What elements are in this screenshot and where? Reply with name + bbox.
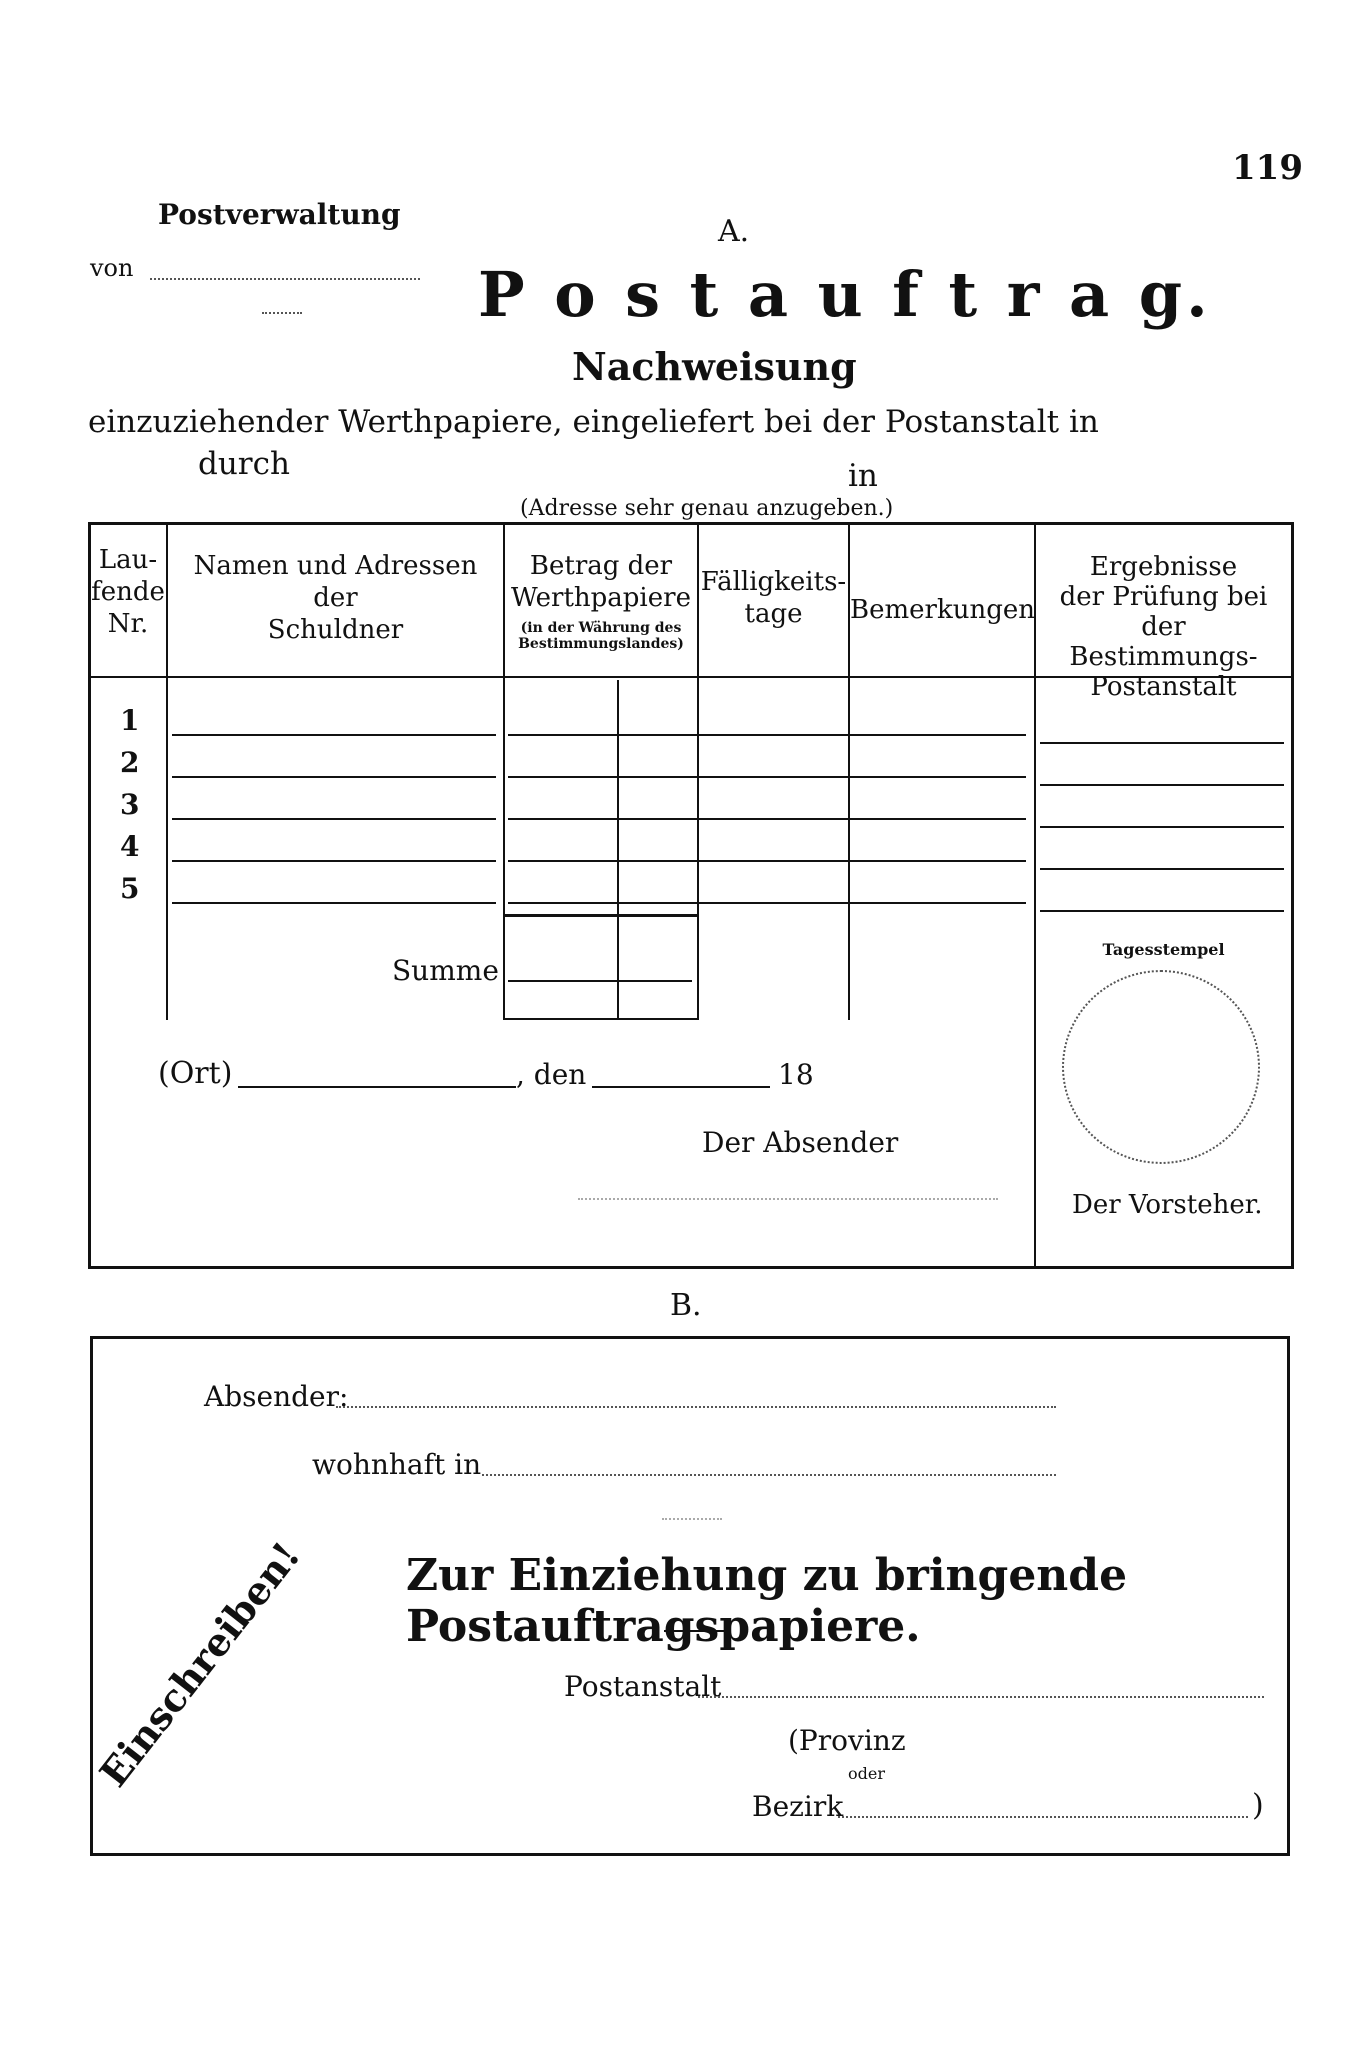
section-a-label: A.	[718, 214, 750, 249]
betrag-subdivider	[617, 680, 619, 1020]
row-number-3: 3	[120, 788, 140, 821]
absender-blank	[336, 1406, 1056, 1408]
title-rule	[664, 1630, 730, 1632]
sum-label: Summe	[392, 954, 499, 987]
row-rule	[172, 860, 496, 862]
table-bottom-border	[88, 1266, 1294, 1269]
row-rule	[508, 734, 1026, 736]
row-rule	[1040, 910, 1284, 912]
row-number-5: 5	[120, 872, 140, 905]
date-label: , den	[516, 1058, 587, 1091]
date-blank	[592, 1086, 770, 1088]
sender-signature-label: Der Absender	[702, 1126, 899, 1159]
stamp-label: Tagesstempel	[1102, 940, 1225, 959]
row-rule	[1040, 742, 1284, 744]
registered-stamp: Einschreiben!	[90, 1533, 309, 1795]
col-header-remarks: Bemerkungen	[850, 595, 1035, 625]
von-blank-2	[262, 312, 302, 314]
form-subtitle: Nachweisung	[572, 344, 857, 389]
row-rule	[1040, 826, 1284, 828]
row-number-2: 2	[120, 746, 140, 779]
table-right-border	[1291, 522, 1294, 1266]
row-rule	[508, 818, 1026, 820]
row-rule	[172, 734, 496, 736]
row-rule	[508, 860, 1026, 862]
residence-label: wohnhaft in	[312, 1448, 482, 1481]
year-label: 18	[778, 1058, 814, 1091]
col-header-results: Ergebnisse der Prüfung bei der Bestimmungs- Postanstalt	[1059, 552, 1268, 702]
oder-label: oder	[848, 1764, 885, 1783]
row-rule	[1040, 868, 1284, 870]
col-header-due-dates: Fälligkeits- tage	[700, 567, 847, 629]
col-header-number: Lau- fende Nr.	[91, 545, 165, 639]
sender-signature-blank	[578, 1198, 998, 1200]
row-number-1: 1	[120, 704, 140, 737]
von-blank	[150, 278, 420, 280]
row-rule	[1040, 784, 1284, 786]
row-number-4: 4	[120, 830, 140, 863]
section-b-label: B.	[670, 1288, 702, 1323]
col-header-amount: Betrag der Werthpapiere	[511, 551, 691, 613]
von-label: von	[90, 254, 134, 282]
page-number: 119	[1232, 148, 1303, 188]
col-header-amount-note: (in der Währung des Bestimmungslandes)	[518, 620, 684, 652]
office-blank	[698, 1696, 1264, 1698]
absender-label: Absender:	[204, 1380, 349, 1413]
chief-label: Der Vorsteher.	[1072, 1190, 1263, 1220]
place-label: (Ort)	[158, 1056, 233, 1091]
form-title: P o s t a u f t r a g.	[478, 258, 1212, 331]
sum-box-bottom	[505, 1018, 697, 1020]
district-close-paren: )	[1252, 1788, 1264, 1823]
place-blank	[238, 1086, 516, 1088]
row-rule	[172, 902, 496, 904]
stamp-circle	[1062, 970, 1260, 1164]
sum-box-mid	[508, 980, 692, 982]
durch-label: durch	[198, 446, 290, 482]
administration-label: Postverwaltung	[158, 198, 401, 231]
row-rule	[172, 818, 496, 820]
district-label: Bezirk	[752, 1790, 844, 1823]
section-b-title: Zur Einziehung zu bringende Postauftragspapiere.	[406, 1550, 1128, 1652]
intro-line: einzuziehender Werthpapiere, eingeliefert bei der Postanstalt in	[88, 404, 1099, 440]
sum-box-top	[505, 914, 697, 917]
in-label: in	[848, 458, 878, 494]
province-label: (Provinz	[788, 1724, 906, 1757]
row-rule	[172, 776, 496, 778]
office-label: Postanstalt	[564, 1670, 722, 1703]
row-rule	[508, 776, 1026, 778]
col-header-names: Namen und Adressen der Schuldner	[193, 551, 478, 645]
address-note: (Adresse sehr genau anzugeben.)	[520, 496, 894, 521]
residence-blank	[482, 1474, 1056, 1476]
row-rule	[508, 902, 1026, 904]
district-blank	[838, 1816, 1248, 1818]
residence-blank-2	[662, 1518, 722, 1520]
table-top-border	[88, 522, 1294, 525]
